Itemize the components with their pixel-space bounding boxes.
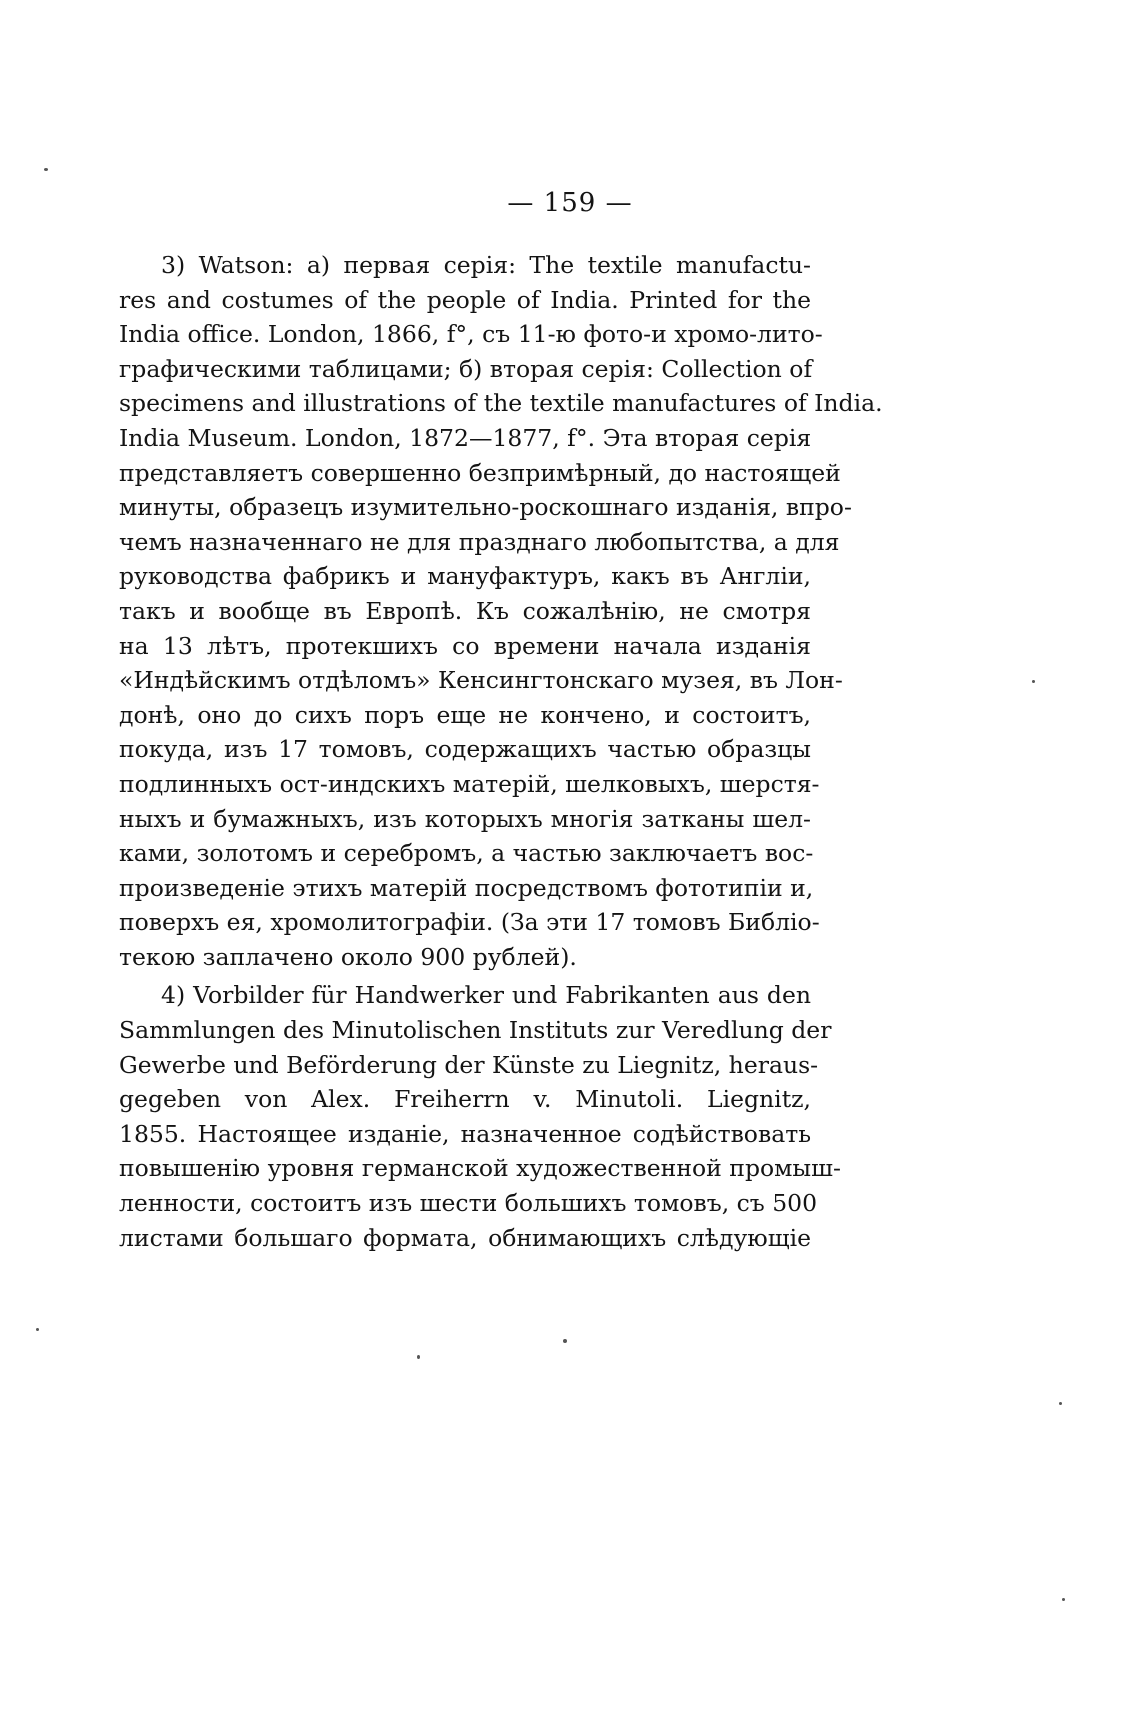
text-line: India office. London, 1866, f°, съ 11-ю фото-и хромо-лито- (119, 320, 823, 349)
text-line: Gewerbe und Beförderung der Künste zu Liegnitz, heraus- (119, 1050, 819, 1079)
text-line: такъ и вообще въ Европѣ. Къ сожалѣнію, не смотря (119, 596, 811, 625)
scan-speck (417, 1355, 420, 1359)
text-line: 3) Watson: a) первая серія: The textile manufactu- (161, 251, 811, 279)
text-line: графическими таблицами; б) вторая серія: Collection of (119, 354, 813, 383)
text-line: представляетъ совершенно безпримѣрный, до настоящей (119, 458, 841, 487)
text-line: на 13 лѣтъ, протекшихъ со времени начала изданія (119, 631, 811, 660)
text-line: ками, золотомъ и серебромъ, а частью заключаетъ вос- (119, 839, 814, 868)
text-line: подлинныхъ ост-индскихъ матерій, шелковыхъ, шерстя- (119, 769, 820, 798)
text-line: текою заплачено около 900 рублей). (119, 942, 577, 971)
body-text (119, 248, 883, 1255)
text-line: минуты, образецъ изумительно-роскошнаго изданія, впро- (119, 493, 852, 522)
scan-speck (1059, 1402, 1062, 1405)
scan-speck (44, 168, 48, 171)
text-line: «Индѣйскимъ отдѣломъ» Кенсингтонскаго музея, въ Лон- (119, 666, 843, 695)
scan-speck (36, 1328, 39, 1331)
text-line: чемъ назначеннаго не для празднаго любопытства, а для (119, 527, 840, 556)
text-line: донѣ, оно до сихъ поръ еще не кончено, и состоитъ, (119, 700, 811, 729)
text-line: res and costumes of the people of India. Printed for the (119, 285, 811, 314)
text-line: покуда, изъ 17 томовъ, содержащихъ частью образцы (119, 735, 811, 764)
text-line: поверхъ ея, хромолитографіи. (За эти 17 томовъ Библіо- (119, 908, 820, 937)
text-line: 4) Vorbilder für Handwerker und Fabrikanten aus den (161, 981, 811, 1010)
text-line: India Museum. London, 1872—1877, f°. Эта вторая серія (119, 423, 812, 452)
text-line: листами большаго формата, обнимающихъ слѣдующіе (119, 1223, 811, 1252)
text-line: ленности, состоитъ изъ шести большихъ томовъ, съ 500 (119, 1189, 818, 1218)
scan-speck (1062, 1598, 1065, 1601)
text-line: Sammlungen des Minutolischen Instituts zur Veredlung der (119, 1016, 832, 1045)
scan-speck (563, 1339, 567, 1343)
paragraph-watson (119, 248, 883, 974)
text-line: повышенію уровня германской художественной промыш- (119, 1154, 841, 1183)
scan-speck (1032, 680, 1035, 683)
text-line: specimens and illustrations of the textile manufactures of India. (119, 389, 883, 418)
paragraph-minutoli (119, 978, 841, 1255)
text-line: ныхъ и бумажныхъ, изъ которыхъ многія затканы шел- (119, 804, 811, 833)
page-number: — 159 — (507, 188, 633, 218)
text-line: 1855. Настоящее изданіе, назначенное содѣйствовать (119, 1119, 811, 1148)
text-line: gegeben von Alex. Freiherrn v. Minutoli. Liegnitz, (119, 1085, 811, 1114)
text-line: произведеніе этихъ матерій посредствомъ фототипіи и, (119, 873, 814, 902)
text-line: руководства фабрикъ и мануфактуръ, какъ въ Англіи, (119, 562, 811, 591)
